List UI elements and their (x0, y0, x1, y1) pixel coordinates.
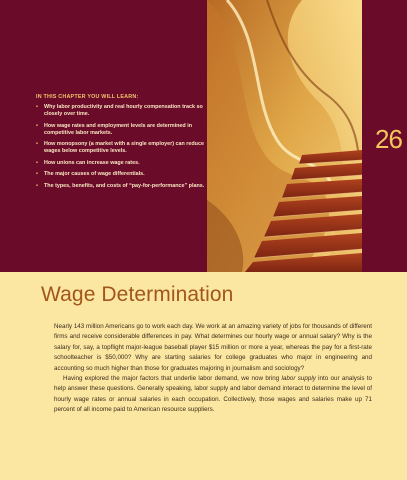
key-term: labor supply (281, 375, 316, 383)
chapter-number: 26 (375, 124, 402, 154)
learning-objectives-heading: IN THIS CHAPTER YOU WILL LEARN: (36, 94, 139, 100)
learning-objectives-box (36, 94, 206, 194)
learning-objective (36, 104, 206, 118)
spiral-staircase-photo (207, 0, 362, 272)
bullet-icon: • (36, 171, 38, 178)
learning-objective (36, 171, 206, 178)
learning-objectives-list (36, 104, 206, 190)
bullet-icon: • (36, 122, 38, 129)
intro-paragraph-2-text: into our analysis to help answer these questions. Generally speaking, labor supply and labor demand interact to determine the level of hourly wage rates or annual salaries in each occupation. Collectively, those wages and salaries make up 71 percent of all income paid to American resource suppliers. (54, 375, 372, 414)
learning-objective (36, 123, 206, 137)
bullet-icon: • (36, 159, 38, 166)
learning-objective-text: The major causes of wage differentials. (44, 171, 145, 178)
chapter-title: Wage Determination (41, 283, 234, 306)
learning-objective (36, 183, 206, 190)
chapter-intro (54, 322, 372, 416)
learning-objective-text: How monopsony (a market with a single employer) can reduce wages below competitive levels. (44, 141, 204, 155)
bullet-icon: • (36, 182, 38, 189)
learning-objective-text: How unions can increase wage rates. (44, 159, 140, 166)
intro-paragraph-2-text: Having explored the major factors that underlie labor demand, we now bring (63, 375, 282, 383)
learning-objective (36, 141, 206, 155)
learning-objective-text: The types, benefits, and costs of “pay-for-performance” plans. (44, 182, 205, 189)
learning-objective-text: Why labor productivity and real hourly compensation track so closely over time. (44, 104, 203, 118)
bullet-icon: • (36, 104, 38, 110)
bullet-icon: • (36, 141, 38, 148)
intro-paragraph-1: Nearly 143 million Americans go to work each day. We work at an amazing variety of jobs for thousands of different firms and receive considerable differences in pay. What determines our hourly wage or annual salary? Why is the salary for, say, a topflight major-league baseball player $15 million or more a year, whereas the pay for a first-rate schoolteacher is $50,000? Why are starting salaries for college graduates who major in engineering and accounting so much higher than those for graduates majoring in journalism and sociology? (54, 323, 372, 372)
intro-paragraph-2 (54, 374, 372, 416)
learning-objective-text: How wage rates and employment levels are determined in competitive labor markets. (44, 122, 192, 136)
learning-objective (36, 160, 206, 167)
